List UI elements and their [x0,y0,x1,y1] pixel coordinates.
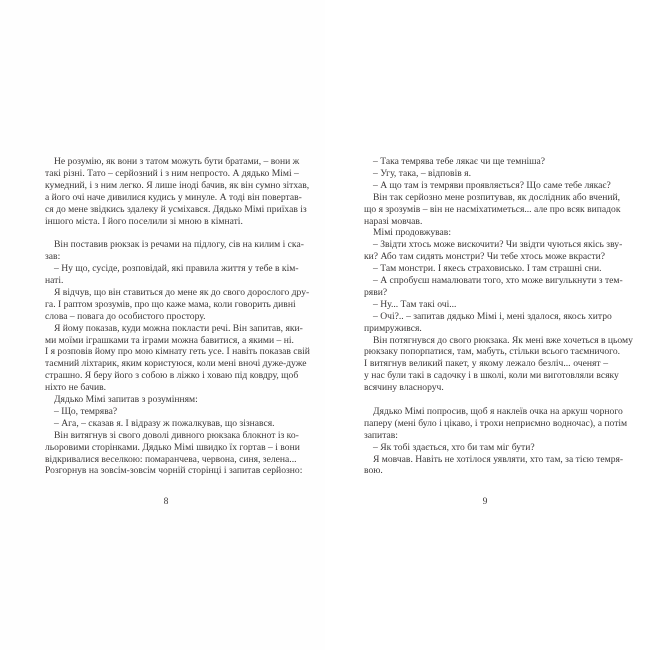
text-line: – Така темрява тебе лякає чи ще темніша? [373,156,546,167]
text-line: відкривалися веселкою: помаранчева, червона, синя, зелена... [45,453,297,465]
text-line: га. І раптом зрозумів, про що каже мама, коли говорить дивні [45,298,296,310]
text-line: всячину власноруч. [364,382,444,394]
text-line: Дядько Мімі попросив, щоб я наклеїв очка на аркуш чорного [373,405,623,417]
text-line: кумедний, і з ним легко. Я лише іноді бачив, як він сумно зітхав, [45,179,310,191]
text-line: льоровими сторінками. Дядько Мімі швидко їх гортав – і вони [45,441,300,453]
text-line: – Ну... Там такі очі... [373,298,457,310]
text-line: – Як тобі здається, хто би там міг бути? [373,441,535,453]
text-line: Я відчув, що він ставиться до мене як до свого дорослого дру- [54,286,310,298]
text-line: – Там монстри. І якесь страховисько. І там страшні сни. [373,263,602,275]
text-line: іншого міста. І його поселили зі мною в кімнаті. [45,215,243,227]
text-line: такі різні. Тато – серйозний і з ним непросто. А дядько Мімі – [45,167,299,179]
text-line: зав: [45,251,61,263]
text-line: – Угу, така, – відповів я. [373,167,471,179]
text-line: вою. [364,465,383,477]
text-line: таємний ліхтарик, яким користуюся, коли мені вночі дуже-дуже [45,358,307,370]
page-number: 9 [482,496,488,507]
text-line: І я розповів йому про мою кімнату геть усе. І навіть показав свій [45,346,310,358]
text-line: – Очі?.. – запитав дядько Мімі і, мені здалося, якось хитро [373,310,612,322]
text-line: наті. [45,275,64,286]
text-line: Він витягнув зі свого доволі дивного рюкзака блокнот із ко- [54,429,299,441]
text-line: ми моїми іграшками та іграми можна бавитися, а якими – ні. [45,334,294,346]
text-line: – Що, темрява? [54,405,118,417]
text-line: Він потягнувся до свого рюкзака. Як мені вже хочеться в цьому [373,334,633,346]
page-number: 8 [163,496,169,507]
text-line: – А спробуєш намалювати того, хто може вигулькнути з тем- [373,275,623,286]
text-line: Не розумію, як вони з татом можуть бути братами, – вони ж [54,156,300,167]
text-line: ки? Або там сидять монстри? Чи тебе хтось може вкрасти? [364,251,606,263]
text-line: Він поставив рюкзак із речами на підлогу, сів на килим і ска- [54,239,304,251]
text-line: страшно. Я беру його з собою в ліжко і ховаю під ковдру, щоб [45,370,299,382]
text-line: Він так серйозно мене розпитував, як дослідник або вчений, [373,191,621,203]
text-line: Я мовчав. Навіть не хотілося уявляти, хто там, за тією темря- [373,453,624,465]
text-line: ніхто не бачив. [45,382,107,394]
text-line: паперу (мені було і цікаво, і трохи неприємно водночас), а потім [364,417,628,429]
text-line: – А що там із темряви проявляється? Що саме тебе лякає? [373,179,611,191]
text-line: – Звідти хтось може вискочити? Чи звідти чуються якісь зву- [373,239,623,251]
text-line: Мімі продовжував: [373,227,451,239]
text-line: що я зрозумів – він не насміхатиметься... але про всяк випадок [364,203,621,215]
text-line: у нас були такі в садочку і в школі, коли ми виготовляли всяку [364,370,619,382]
text-line: слова – повага до особистого простору. [45,310,206,322]
text-line: примружився. [364,322,422,334]
text-line: наразі мовчав. [364,215,423,227]
text-line: рюкзаку попорпатися, там, мабуть, стільки всього таємничого. [364,346,621,358]
text-line: ряви? [364,286,388,298]
text-line: запитав: [364,429,398,441]
text-line: – Ага, – сказав я. І відразу ж пожалкував, що зізнався. [54,417,275,429]
text-line: а його очі наче дивилися кудись у минуле. А тоді він повертав- [45,191,302,203]
text-line: Розгорнув на зовсім-зовсім чорній сторінці і запитав серйозно: [45,465,303,477]
text-line: Я йому показав, куди можна покласти речі. Він запитав, яки- [54,322,303,334]
text-line: Дядько Мімі запитав з розумінням: [54,394,198,405]
text-line: – Ну що, сусіде, розповідай, які правила життя у тебе в кім- [54,263,299,275]
right-page [325,0,650,650]
text-line: І витягнув великий пакет, у якому лежало безліч... оченят – [364,358,608,370]
text-line: ся до мене звідкись здалеку й усміхався. Дядько Мімі приїхав із [45,203,307,215]
